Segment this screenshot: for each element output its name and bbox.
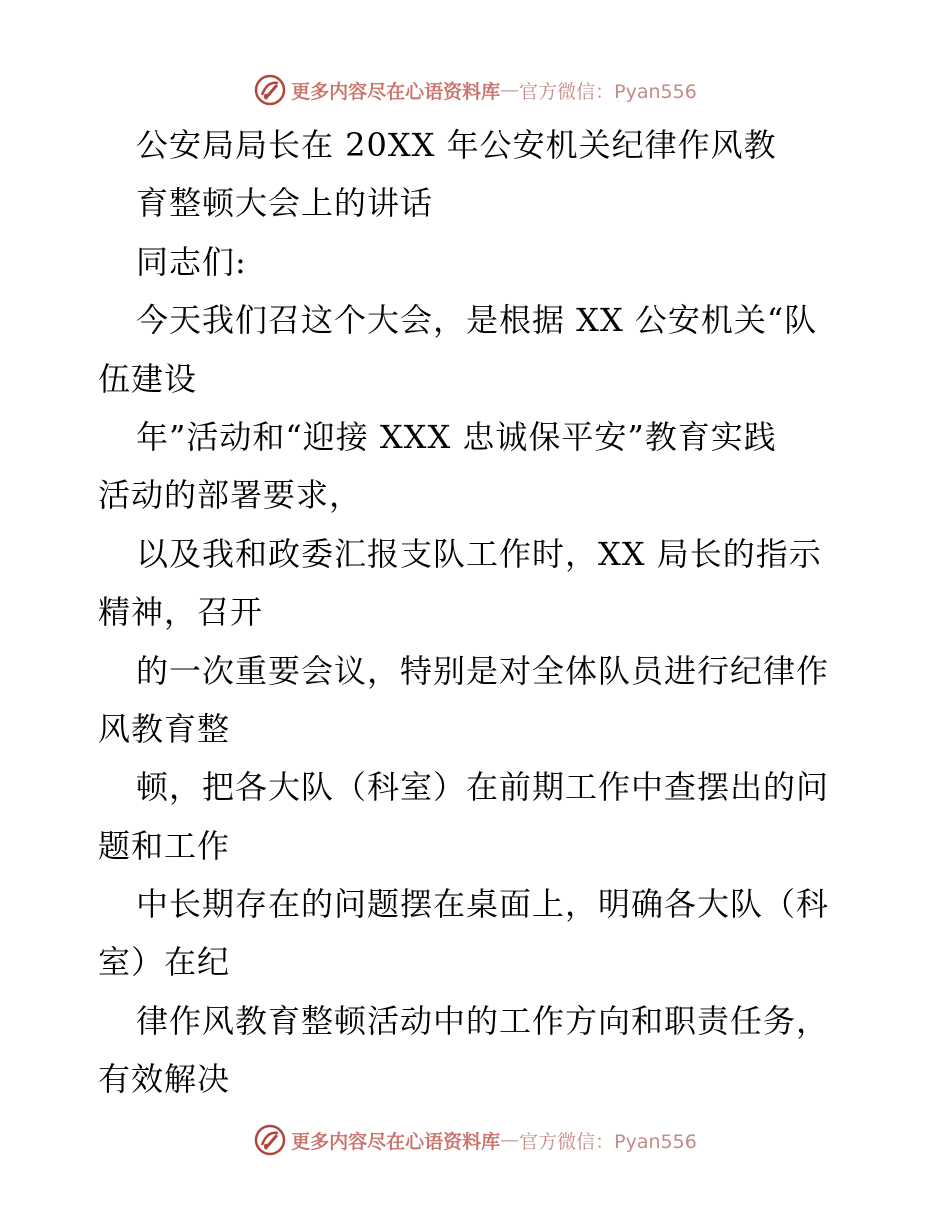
body-line: 伍建设 <box>98 359 198 398</box>
banner-wechat-text: 官方微信：Pyan556 <box>519 1130 697 1153</box>
body-line: 有效解决 <box>98 1060 231 1099</box>
banner-site-text: 更多内容尽在心语资料库 <box>291 80 501 103</box>
banner-wechat-text: 官方微信：Pyan556 <box>519 80 697 103</box>
document-body <box>98 116 858 1109</box>
body-line: 中长期存在的问题摆在桌面上，明确各大队（科 <box>136 885 830 924</box>
banner-site-text: 更多内容尽在心语资料库 <box>291 1130 501 1153</box>
salutation: 同志们: <box>136 242 247 281</box>
body-line: 律作风教育整顿活动中的工作方向和职责任务， <box>136 1001 830 1040</box>
banner-dash: — <box>500 79 520 101</box>
body-line: 以及我和政委汇报支队工作时，XX 局长的指示 <box>136 534 822 573</box>
document-title-line-1: 公安局局长在 20XX 年公安机关纪律作风教 <box>136 126 777 164</box>
banner-dash: — <box>500 1129 520 1151</box>
body-line: 精神，召开 <box>98 593 264 632</box>
body-line: 室）在纪 <box>98 943 231 982</box>
logo-icon <box>253 1123 287 1157</box>
body-line: 的一次重要会议，特别是对全体队员进行纪律作 <box>136 651 830 690</box>
body-line: 活动的部署要求， <box>98 476 363 515</box>
footer-banner <box>0 1120 950 1160</box>
body-line: 今天我们召这个大会，是根据 XX 公安机关“队 <box>136 301 818 340</box>
logo-icon <box>253 73 287 107</box>
body-line: 年”活动和“迎接 XXX 忠诚保平安”教育实践 <box>136 417 777 456</box>
body-line: 风教育整 <box>98 709 231 748</box>
document-title-line-2: 育整顿大会上的讲话 <box>136 184 434 223</box>
body-line: 顿，把各大队（科室）在前期工作中查摆出的问 <box>136 768 830 807</box>
body-line: 题和工作 <box>98 826 231 865</box>
header-banner <box>0 70 950 110</box>
